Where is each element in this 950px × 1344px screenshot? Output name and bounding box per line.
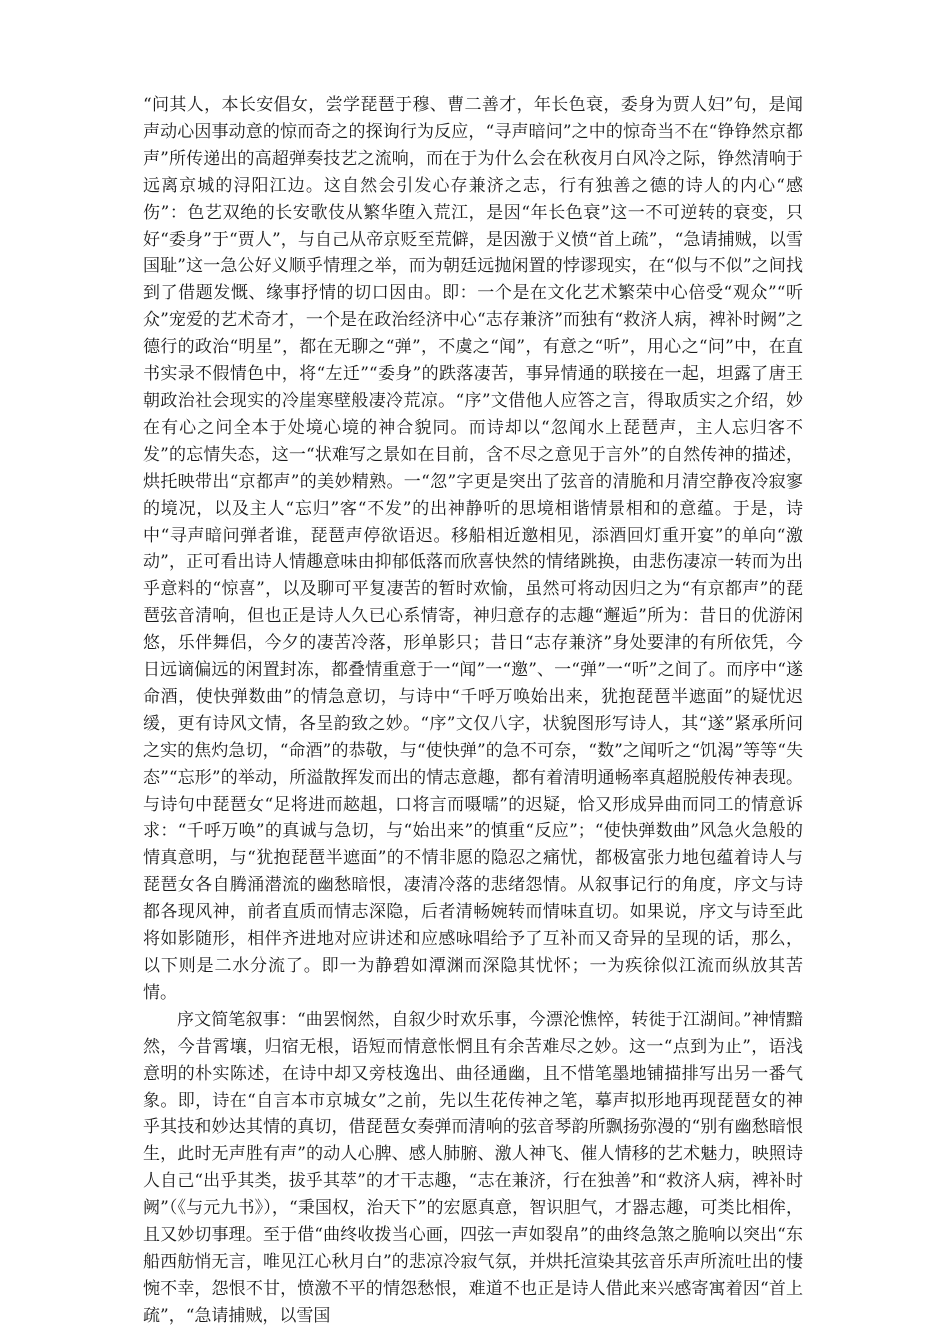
paragraph-2: 序文简笔叙事：“曲罢悯然，自叙少时欢乐事，今漂沦憔悴，转徙于江湖间。”神情黯然，今昔霄壤，归宿无根，语短而情意怅惘且有余苦难尽之妙。这一“点到为止”，语浅意明的朴实陈述，在诗中却又旁枝逸出、曲径通幽，且不惜笔墨地铺描排写出另一番气象。即，诗在“自言本市京城女”之前，先以生花传神之笔，摹声拟形地再现琵琶女的神乎其技和妙达其情的真切，借琵琶女奏弹而清响的弦音琴韵所飘扬弥漫的“别有幽愁暗恨生，此时无声胜有声”的动人心脾、感人肺腑、激人神飞、催人情移的艺术魅力，映照诗人自己“出乎其类，拔乎其萃”的才干志趣，“志在兼济，行在独善”和“救济人病，裨补时阙”（《与元九书》），“秉国权，治天下”的宏愿真意，智识胆气，才器志趣，可类比相侔，且又妙切事理。至于借“曲终收拨当心画，四弦一声如裂帛”的曲终急煞之脆响以突出“东船西舫悄无言，唯见江心秋月白”的悲凉冷寂气氛，并烘托渲染其弦音乐声所流吐出的悽惋不幸，怨恨不甘，愤激不平的情怨愁恨，难道不也正是诗人借此来兴感寄寓着因“首上疏”，“急请捕贼，以雪国 (143, 1009, 803, 1326)
paragraph-1: “问其人，本长安倡女，尝学琵琶于穆、曹二善才，年长色衰，委身为贾人妇”句，是闻声动心因事动意的惊而奇之的探询行为反应，“寻声暗问”之中的惊奇当不在“铮铮然京都声”所传递出的高超弹奏技艺之流响，而在于为什么会在秋夜月白风冷之际，铮然清响于远离京城的浔阳江边。这自然会引发心存兼济之志，行有独善之德的诗人的内心“感伤”：色艺双绝的长安歌伎从繁华堕入荒江，是因“年长色衰”这一不可逆转的衰变，只好“委身”于“贾人”，与自己从帝京贬至荒僻，是因激于义愤“首上疏”，“急请捕贼，以雪国耻”这一急公好义顺乎情理之举，而为朝廷远抛闲置的悖谬现实，在“似与不似”之间找到了借题发慨、缘事抒情的切口因由。即：一个是在文化艺术繁荣中心倍受“观众”“听众”宠爱的艺术奇才，一个是在政治经济中心“志存兼济”而独有“救济人病，裨补时阙”之德行的政治“明星”，都在无聊之“弹”，不虞之“闻”，有意之“听”，用心之“问”中，在直书实录不假情色中，将“左迁”“委身”的跌落凄苦，事异情通的联接在一起，坦露了唐王朝政治社会现实的冷崖寒壁般凄冷荒凉。“序”文借他人应答之言，得取质实之介绍，妙在有心之问全本于处境心境的神合貌同。而诗却以“忽闻水上琵琶声，主人忘归客不发”的忘情失态，这一“状难写之景如在目前，含不尽之意见于言外”的自然传神的描述，烘托映带出“京都声”的美妙精熟。一“忽”字更是突出了弦音的清脆和月清空静夜冷寂寥的境况，以及主人“忘归”客“不发”的出神静听的思境相谐情景相和的意蕴。于是，诗中“寻声暗问弹者谁，琵琶声停欲语迟。移船相近邀相见，添酒回灯重开宴”的单向“激动”，正可看出诗人情趣意味由抑郁低落而欣喜快然的情绪跳换，由悲伤凄凉一转而为出乎意料的“惊喜”，以及聊可平复凄苦的暂时欢愉，虽然可将动因归之为“有京都声”的琵琶弦音清响，但也正是诗人久已心系情寄，神归意存的志趣“邂逅”所为：昔日的优游闲悠，乐伴舞侣，今夕的凄苦冷落，形单影只；昔日“志存兼济”身处要津的有所依凭，今日远谪偏远的闲置封冻，都叠情重意于一“闻”一“邀”、一“弹”一“听”之间了。而序中“遂命酒，使快弹数曲”的情急意切，与诗中“千呼万唤始出来，犹抱琵琶半遮面”的疑忧迟缓，更有诗风文情，各呈韵致之妙。“序”文仅八字，状貌图形写诗人，其“遂”紧承所问之实的焦灼急切，“命酒”的恭敬，与“使快弹”的急不可奈，“数”之闻听之“饥渴”等等“失态”“忘形”的举动，所溢散挥发而出的情志意趣，都有着清明通畅率真超脱般传神表现。与诗句中琵琶女“足将进而趑趄，口将言而嗫嚅”的迟疑，恰又形成异曲而同工的情意诉求：“千呼万唤”的真诚与急切，与“始出来”的慎重“反应”；“使快弹数曲”风急火急般的情真意明，与“犹抱琵琶半遮面”的不情非愿的隐忍之痛忧，都极富张力地包蕴着诗人与琵琶女各自腾涌潜流的幽愁暗恨，凄清冷落的悲绪怨情。从叙事记行的角度，序文与诗都各现风神，前者直质而情志深隐，后者清畅婉转而情味直切。如果说，序文与诗至此将如影随形，相伴齐进地对应讲述和应感咏唱给予了互补而又奇异的呈现的话，那么，以下则是二水分流了。即一为静碧如潭渊而深隐其忧怀；一为疾徐似江流而纵放其苦情。 (143, 95, 803, 1003)
body-text (143, 92, 803, 1330)
